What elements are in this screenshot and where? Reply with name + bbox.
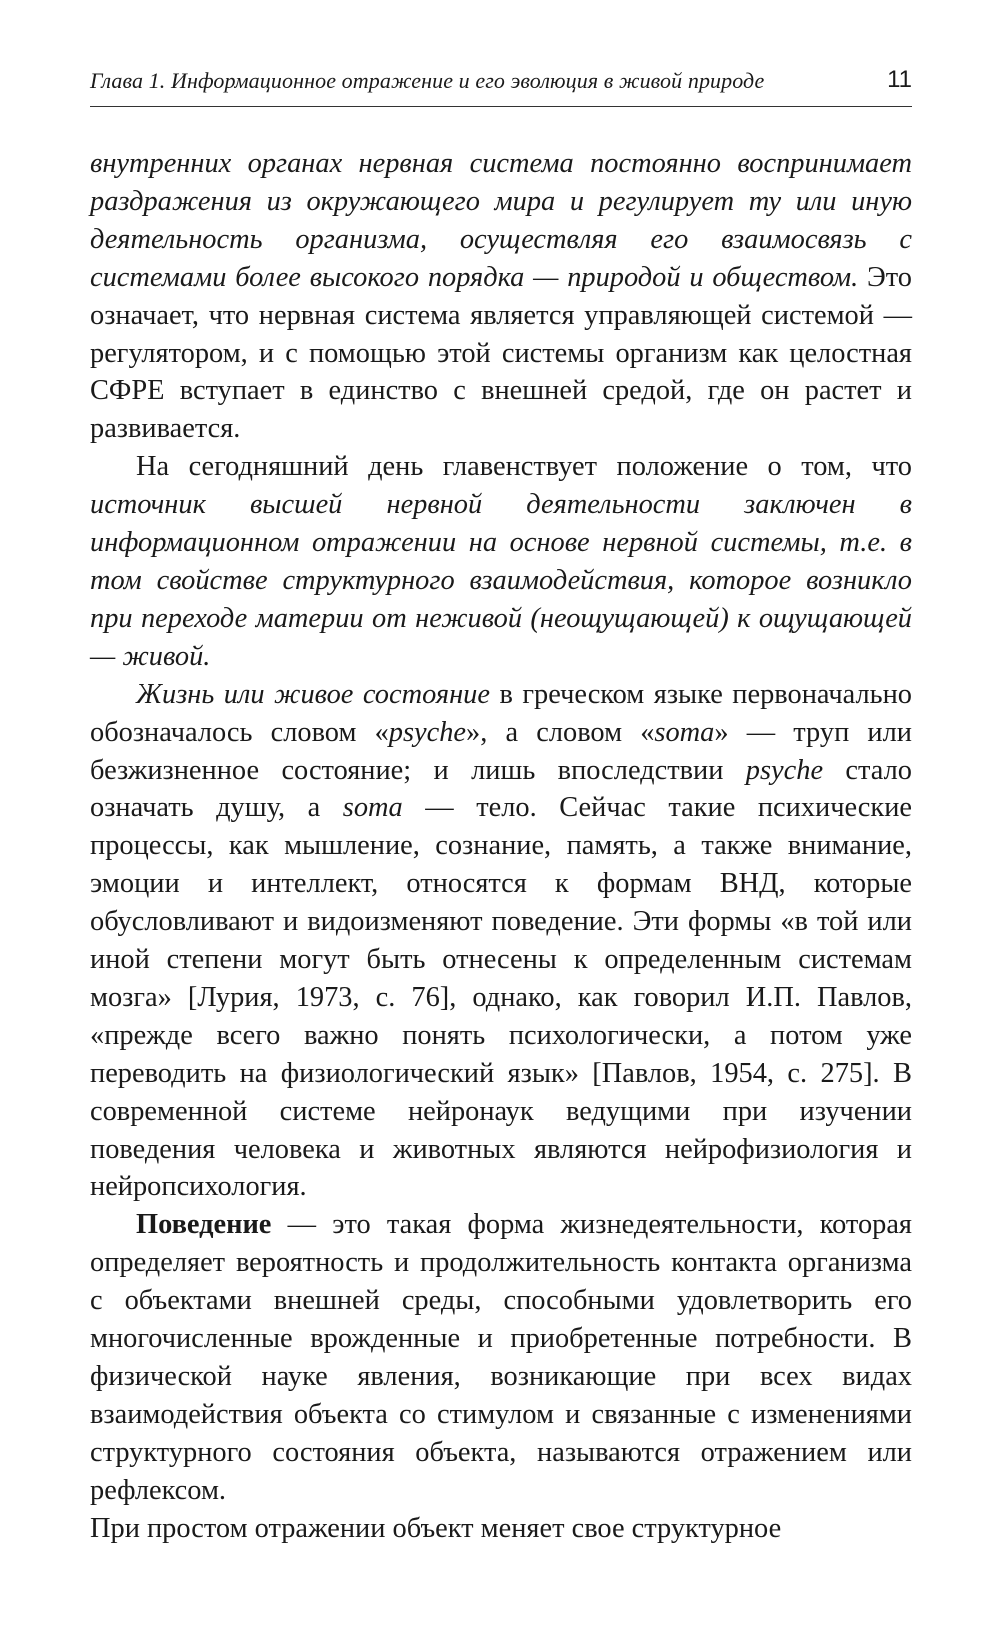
running-header	[90, 66, 912, 107]
text: — тело. Сейчас такие психические процессы, как мышление, сознание, память, а также внимание, эмоции и интеллект, относятся к формам ВНД, которые обусловливают и видоизменяют поведение. Эти формы «в той или иной степени могут быть отнесены к определенным системам мозга» [Лурия, 1973, с. 76], однако, как говорил И.П. Павлов, «прежде всего важно понять психологически, а потом уже переводить на физиологический язык» [Павлов, 1954, с. 275]. В современной системе нейронаук ведущими при изучении поведения человека и животных являются нейрофизиология и нейропсихология.	[90, 792, 912, 1203]
text: в греческом языке первоначально обозначалось словом «	[90, 678, 912, 748]
paragraph-higher-nervous-activity	[90, 448, 912, 675]
text: — это такая форма жизнедеятельности, которая определяет вероятность и продолжительность контакта организма с объектами внешней среды, способными удовлетворить его многочисленные врожденные и приобретенные потребности. В физической науке явления, возникающие при всех видах взаимодействия объекта со стимулом и связанные с изменениями структурного состояния объекта, называются отражением или рефлексом.	[90, 1209, 912, 1506]
italic-term: soma	[342, 792, 403, 824]
text: Это означает, что нервная система является управляющей системой — регулятором, и с помощью этой системы организм как целостная СФРЕ вступает в единство с внешней средой, где он растет и развивается.	[90, 261, 912, 445]
paragraph-simple-reflection	[90, 1510, 912, 1548]
text: » — труп или безжизненное состояние; и лишь впоследствии	[90, 716, 912, 786]
italic-term: psyche	[745, 754, 824, 786]
text: стало означать душу, а	[90, 754, 912, 824]
running-title: Глава 1. Информационное отражение и его эволюция в живой природе	[90, 68, 765, 93]
italic-text: внутренних органах нервная система постоянно воспринимает раздражения из окружающего мира и регулирует ту или иную деятельность организма, осуществляя его взаимосвязь с системами более высокого порядка — природой и обществом.	[90, 148, 912, 293]
italic-term: Жизнь или живое состояние	[136, 678, 490, 710]
paragraph-psyche-soma	[90, 676, 912, 1207]
text: », а словом «	[466, 716, 655, 748]
italic-term: psyche	[388, 716, 467, 748]
italic-term: soma	[654, 716, 715, 748]
bold-term: Поведение	[136, 1209, 272, 1241]
paragraph-behavior	[90, 1206, 912, 1509]
text: При простом отражении объект меняет свое структурное	[90, 1512, 782, 1544]
paragraph-continuation	[90, 145, 912, 448]
italic-text: источник высшей нервной деятельности заключен в информационном отражении на основе нервной системы, т.е. в том свойстве структурного взаимодействия, которое возникло при переходе материи от неживой (неощущающей) к ощущающей — живой.	[90, 489, 912, 672]
body-text	[90, 145, 912, 1548]
text: На сегодняшний день главенствует положение о том, что	[136, 451, 912, 483]
page-number: 11	[887, 66, 912, 93]
